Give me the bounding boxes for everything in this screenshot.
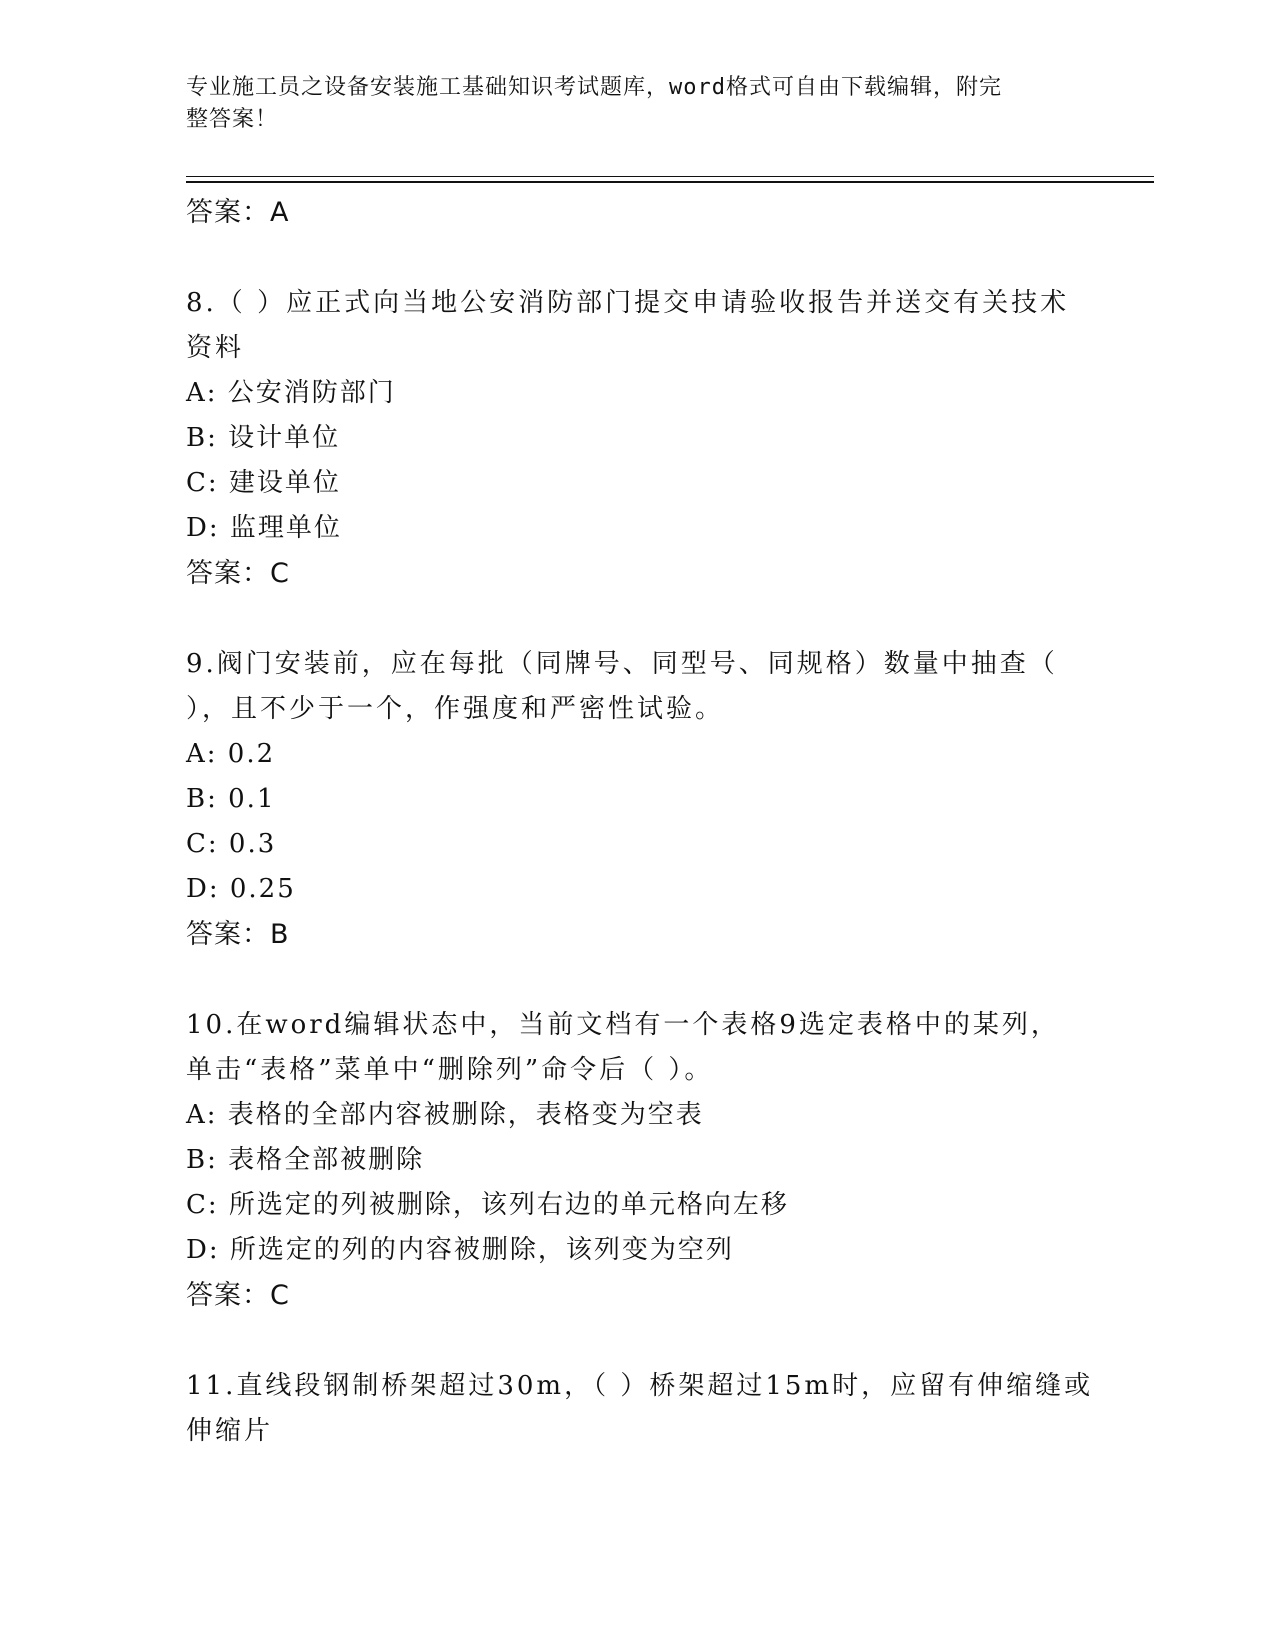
option-d: D: 所选定的列的内容被删除，该列变为空列 — [186, 1235, 734, 1265]
question-stem-line: 8.（ ）应正式向当地公安消防部门提交申请验收报告并送交有关技术 — [186, 288, 1070, 318]
option-b: B: 设计单位 — [186, 423, 341, 453]
question-11 — [186, 1364, 1094, 1454]
question-9 — [186, 642, 1086, 957]
question-list — [186, 190, 1094, 1454]
option-a: A: 0.2 — [186, 739, 276, 769]
question-stem-line: 10.在word编辑状态中，当前文档有一个表格9选定表格中的某列， — [186, 1010, 1060, 1040]
option-c: C: 建设单位 — [186, 468, 341, 498]
option-b: B: 表格全部被删除 — [186, 1145, 425, 1175]
option-a: A: 公安消防部门 — [186, 378, 396, 408]
header-line-2: 整答案！ — [186, 107, 279, 132]
option-d: D: 0.25 — [186, 874, 296, 904]
option-d: D: 监理单位 — [186, 513, 342, 543]
question-stem-line: 资料 — [186, 333, 245, 363]
option-a: A: 表格的全部内容被删除，表格变为空表 — [186, 1100, 704, 1130]
previous-answer: 答案：A — [186, 197, 290, 228]
header-divider-thin — [186, 176, 1154, 177]
option-b: B: 0.1 — [186, 784, 276, 814]
option-c: C: 所选定的列被删除，该列右边的单元格向左移 — [186, 1190, 789, 1220]
question-stem-line: 11.直线段钢制桥架超过30m，（ ）桥架超过15m时，应留有伸缩缝或 — [186, 1371, 1094, 1401]
header-divider-thick — [186, 181, 1154, 183]
question-stem-line: 9.阀门安装前，应在每批（同牌号、同型号、同规格）数量中抽查（ — [186, 649, 1058, 679]
document-header — [186, 72, 1066, 136]
question-8 — [186, 281, 1086, 596]
answer: 答案：B — [186, 919, 290, 950]
question-10 — [186, 1003, 1086, 1318]
header-line-1: 专业施工员之设备安装施工基础知识考试题库，word格式可自由下载编辑，附完 — [186, 75, 1002, 100]
answer: 答案：C — [186, 558, 290, 589]
question-stem-line: ），且不少于一个，作强度和严密性试验。 — [186, 694, 725, 724]
question-stem-line: 单击“表格”菜单中“删除列”命令后（ ）。 — [186, 1055, 714, 1085]
question-stem-line: 伸缩片 — [186, 1416, 274, 1446]
option-c: C: 0.3 — [186, 829, 277, 859]
answer: 答案：C — [186, 1280, 290, 1311]
